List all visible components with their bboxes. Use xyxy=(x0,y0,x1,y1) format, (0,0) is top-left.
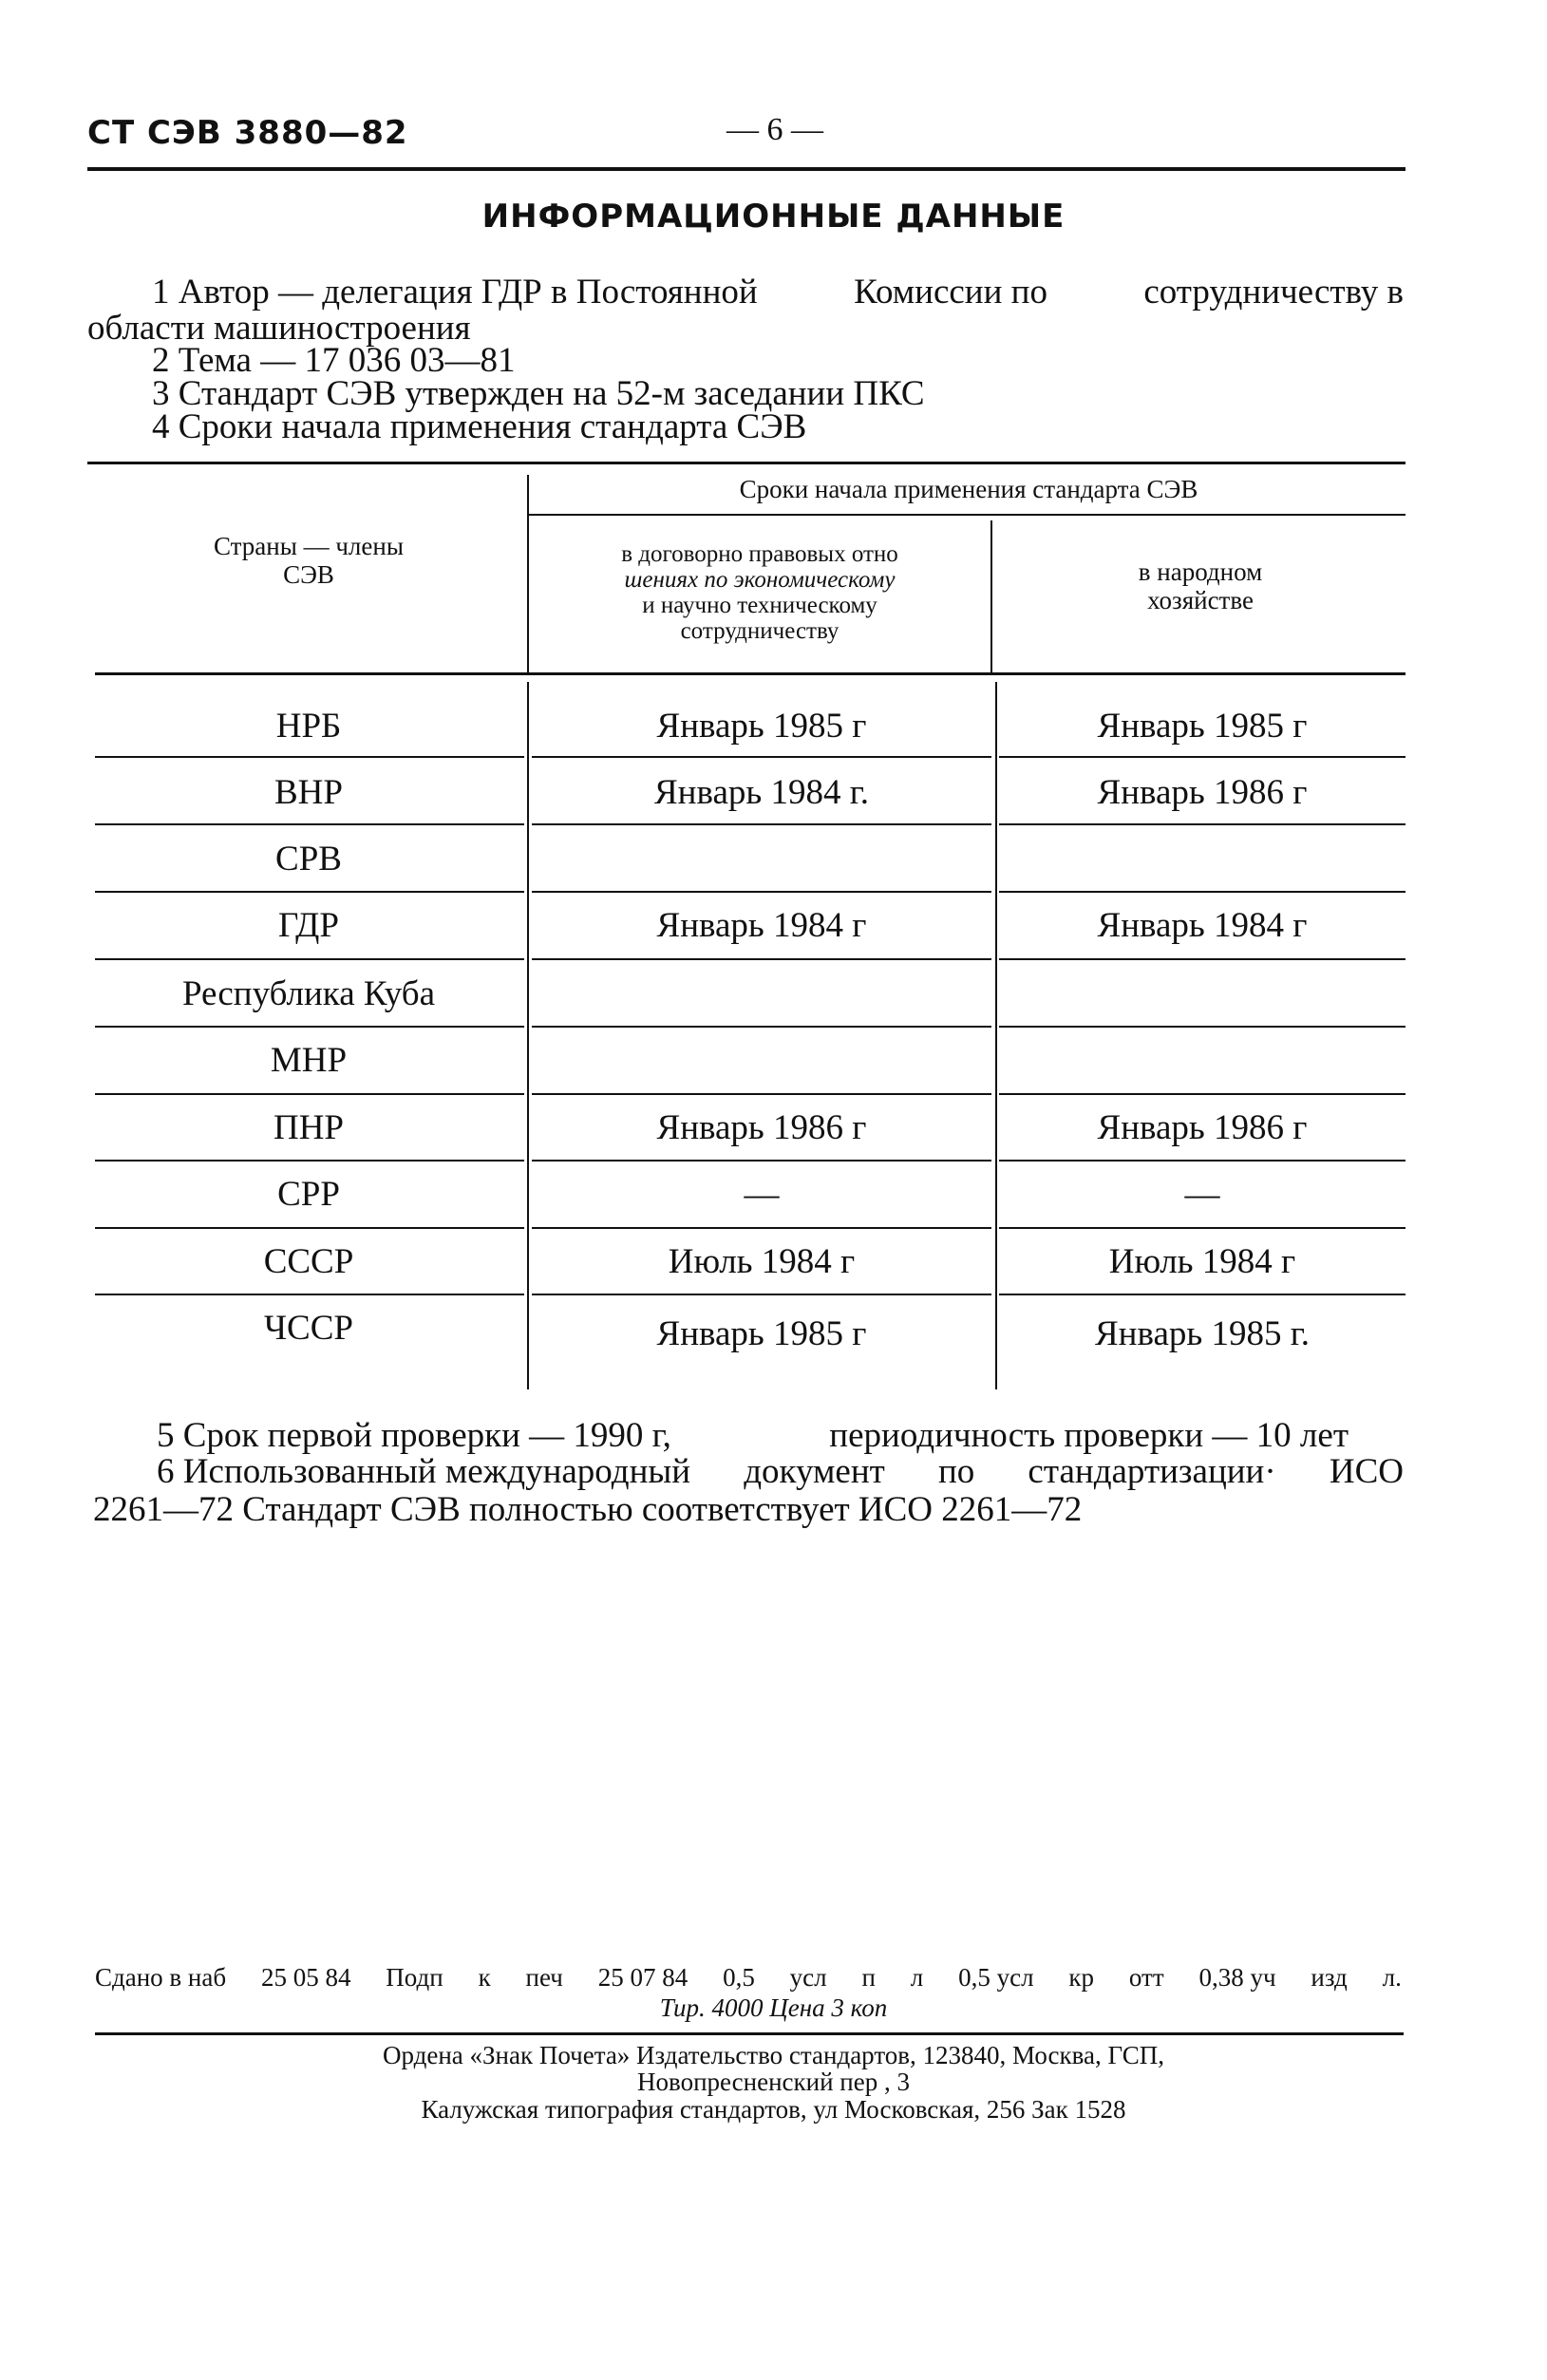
item-6-part: стандартизации· xyxy=(1028,1452,1276,1491)
row-rule xyxy=(95,756,524,758)
imprint-part: Подп xyxy=(386,1963,443,1992)
imprint-part: отт xyxy=(1128,1963,1164,1992)
cell-country: ГДР xyxy=(278,906,339,945)
row-rule xyxy=(532,1227,991,1229)
row-rule xyxy=(95,958,524,960)
header-line: шениях по экономическому xyxy=(624,567,896,593)
cell-economy-date: — xyxy=(1184,1175,1220,1214)
item-6-part: по xyxy=(937,1452,975,1491)
item-3: 3 Стандарт СЭВ утвержден на 52-м заседании ПКС xyxy=(152,374,925,413)
column-group-header: Сроки начала применения стандарта СЭВ xyxy=(739,475,1198,503)
item-4: 4 Сроки начала применения стандарта СЭВ xyxy=(152,407,807,446)
row-rule xyxy=(999,823,1406,825)
item-5-part: периодичность проверки — 10 лет xyxy=(829,1416,1349,1455)
header-line: в народном xyxy=(1138,557,1263,586)
cell-economy-date: Январь 1985 г. xyxy=(1094,1314,1310,1353)
imprint-part: 25 07 84 xyxy=(597,1963,689,1992)
item-1-line-2: области машиностроения xyxy=(87,309,471,348)
imprint-part: 0,5 усл xyxy=(958,1963,1034,1992)
row-rule xyxy=(999,891,1406,893)
row-rule xyxy=(999,1093,1406,1095)
header-rule xyxy=(87,167,1406,171)
imprint-line-1 xyxy=(95,1962,1402,1993)
row-rule xyxy=(532,1093,991,1095)
header-line: сотрудничеству xyxy=(680,618,840,644)
page-number: — 6 — xyxy=(726,112,823,147)
header-line: Страны — члены xyxy=(214,532,404,560)
header-line: в договорно правовых отно xyxy=(621,541,898,567)
cell-contract-date: Январь 1984 г. xyxy=(653,773,869,812)
item-1-part: 1 Автор — делегация ГДР в Постоянной xyxy=(152,273,758,312)
cell-economy-date: Июль 1984 г xyxy=(1108,1242,1296,1281)
row-rule xyxy=(999,958,1406,960)
cell-economy-date xyxy=(999,1028,1406,1094)
publisher-line-3: Калужская типография стандартов, ул Московская, 256 Зак 1528 xyxy=(421,2095,1126,2124)
imprint-part: л. xyxy=(1382,1963,1402,1992)
cell-country: СРВ xyxy=(275,840,342,878)
cell-country: СССР xyxy=(263,1242,354,1281)
item-2: 2 Тема — 17 036 03—81 xyxy=(152,341,516,380)
row-rule xyxy=(532,958,991,960)
document-code: СТ СЭВ 3880—82 xyxy=(87,114,408,152)
row-rule xyxy=(532,1026,991,1028)
header-line: СЭВ xyxy=(283,560,334,589)
row-rule xyxy=(999,1026,1406,1028)
imprint-part: Сдано в наб xyxy=(95,1963,227,1992)
cell-economy-date: Январь 1984 г xyxy=(1097,906,1308,945)
cell-country: ЧССР xyxy=(264,1309,353,1348)
cell-contract-date: Январь 1984 г xyxy=(656,906,867,945)
item-1-part: сотрудничеству в xyxy=(1143,273,1404,312)
column-divider xyxy=(527,475,529,674)
footer-rule xyxy=(95,2032,1404,2035)
publisher-line-1: Ордена «Знак Почета» Издательство стандартов, 123840, Москва, ГСП, xyxy=(382,2041,1165,2069)
column-header-contract xyxy=(532,541,988,644)
imprint-part: кр xyxy=(1068,1963,1095,1992)
cell-country: СРР xyxy=(277,1175,340,1214)
row-rule xyxy=(95,891,524,893)
row-rule xyxy=(532,756,991,758)
imprint-part: п xyxy=(861,1963,876,1992)
imprint-part: 0,38 уч xyxy=(1198,1963,1276,1992)
item-5-part: 5 Срок первой проверки — 1990 г, xyxy=(157,1416,671,1455)
row-rule xyxy=(999,1160,1406,1162)
item-1-part: Комиссии по xyxy=(854,273,1047,312)
cell-contract-date: — xyxy=(744,1175,780,1214)
row-rule xyxy=(95,1160,524,1162)
imprint-part: 25 05 84 xyxy=(260,1963,351,1992)
item-6-line-1 xyxy=(157,1451,1404,1493)
row-rule xyxy=(95,823,524,825)
item-6-part: ИСО xyxy=(1329,1452,1404,1491)
row-rule xyxy=(95,1294,524,1295)
table-header-bottom-rule xyxy=(95,672,1406,675)
cell-economy-date xyxy=(999,961,1406,1028)
imprint-part: печ xyxy=(525,1963,563,1992)
row-rule xyxy=(999,1294,1406,1295)
section-title: ИНФОРМАЦИОННЫЕ ДАННЫЕ xyxy=(481,198,1066,236)
cell-economy-date: Январь 1985 г xyxy=(1097,707,1308,746)
cell-contract-date: Январь 1985 г xyxy=(656,1314,867,1353)
header-line: хозяйстве xyxy=(1147,586,1254,614)
row-rule xyxy=(999,1227,1406,1229)
cell-economy-date: Январь 1986 г xyxy=(1097,1108,1308,1147)
cell-contract-date xyxy=(532,826,991,893)
cell-contract-date: Январь 1985 г xyxy=(656,707,867,746)
row-rule xyxy=(532,823,991,825)
cell-country: МНР xyxy=(270,1041,348,1080)
group-header-rule xyxy=(528,514,1406,516)
cell-economy-date: Январь 1986 г xyxy=(1097,773,1308,812)
cell-contract-date: Январь 1986 г xyxy=(656,1108,867,1147)
column-divider xyxy=(527,682,529,1389)
column-divider xyxy=(990,520,992,674)
imprint-part: изд xyxy=(1311,1963,1348,1992)
cell-country: Республика Куба xyxy=(181,974,436,1013)
row-rule xyxy=(95,1026,524,1028)
imprint-part: к xyxy=(478,1963,491,1992)
cell-contract-date xyxy=(532,961,991,1028)
imprint-part: л xyxy=(910,1963,924,1992)
item-6-part: документ xyxy=(744,1452,885,1491)
imprint-part: 0,5 xyxy=(723,1963,755,1992)
row-rule xyxy=(95,1227,524,1229)
item-6-part: 6 Использованный международный xyxy=(157,1452,691,1491)
column-header-country xyxy=(95,532,522,589)
column-divider xyxy=(995,682,997,1389)
imprint-line-2: Тир. 4000 Цена 3 коп xyxy=(659,1993,888,2022)
cell-country: ПНР xyxy=(273,1108,345,1147)
row-rule xyxy=(532,891,991,893)
header-line: и научно техническому xyxy=(642,593,877,618)
imprint-part: усл xyxy=(789,1963,827,1992)
cell-economy-date xyxy=(999,826,1406,893)
cell-contract-date xyxy=(532,1028,991,1094)
column-header-economy xyxy=(997,557,1404,614)
cell-country: ВНР xyxy=(274,773,343,812)
row-rule xyxy=(95,1093,524,1095)
table-top-rule xyxy=(87,462,1406,464)
row-rule xyxy=(532,1160,991,1162)
row-rule xyxy=(999,756,1406,758)
publisher-line-2: Новопресненский пер , 3 xyxy=(637,2068,910,2096)
cell-contract-date: Июль 1984 г xyxy=(668,1242,856,1281)
row-rule xyxy=(532,1294,991,1295)
item-6-line-2: 2261—72 Стандарт СЭВ полностью соответствует ИСО 2261—72 xyxy=(93,1490,1083,1529)
cell-country: НРБ xyxy=(275,707,342,746)
